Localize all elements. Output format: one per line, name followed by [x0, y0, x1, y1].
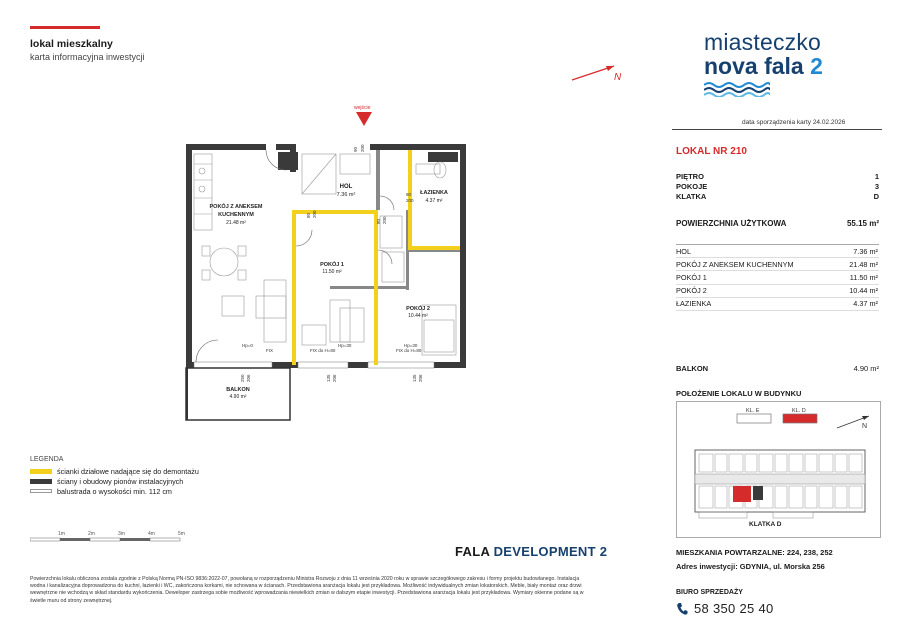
north-arrow-icon	[568, 58, 628, 84]
scale-label: 4m	[148, 531, 155, 537]
legend-text: ścianki działowe nadające się do demontażu	[57, 466, 199, 476]
floor-row	[676, 172, 879, 181]
north-label: N	[614, 72, 622, 83]
rooms-count-value: 3	[874, 182, 879, 191]
logo-name: nova fala	[704, 53, 804, 79]
dim-200: 200	[406, 198, 414, 203]
room-hol-area: 7.36 m²	[336, 192, 356, 198]
logo-line-2	[704, 54, 854, 78]
building-plan-graphic	[677, 402, 880, 537]
table-row	[676, 298, 879, 311]
room-area: 11.50 m²	[849, 272, 878, 282]
disclaimer-text: Powierzchnia lokalu obliczona zostala zgodnie z Polską Normą PN-ISO 9836:2022-07, powołaną w rozporządzeniu Ministra Rozwoju z dnia 11 września 2020 roku w sprawie szczegółowego zakresu i formy projektu budowlanego. Instalacja wodna i kanalizacyjna doprowadzona do kuchni, łazienki i WC, zakończona korkami, nie schowana w ścianach. Przedstawiona aranżacja lokalu jest przykładowa. Możliwość indywidualnych zmian lokatorskich. Meble, biały montaż oraz drzwi wewnętrzne nie wchodzą w skład standardu wykończenia. Deweloper zastrzega sobie możliwość wprowadzania niewielkich zmian w dalszym etapie inwestycji. Przedstawiona aranżacja lokalu jest przykładowa. Wymiary okienne podane są w świetle muru od strony zewnętrznej.	[30, 576, 584, 604]
window-dim: 206	[332, 374, 337, 382]
usable-area-label: POWIERZCHNIA UŻYTKOWA	[676, 219, 787, 228]
floor-label: PIĘTRO	[676, 172, 704, 181]
logo-number: 2	[810, 53, 823, 79]
room-kuchnia-area: 21.48 m²	[226, 220, 246, 226]
legend-swatch-grey	[30, 479, 52, 484]
dim-200: 200	[360, 144, 365, 152]
room-area: 7.36 m²	[853, 246, 878, 256]
room-kuchnia-label-2: KUCHENNYM	[218, 212, 254, 218]
logo-line-1: miasteczko	[704, 29, 822, 55]
developer-name-b: DEVELOPMENT 2	[493, 544, 608, 559]
scale-label: 2m	[88, 531, 95, 537]
furniture	[194, 154, 456, 355]
sales-office-label: BIURO SPRZEDAŻY	[676, 589, 743, 596]
usable-area-value: 55.15 m²	[846, 219, 879, 228]
dim-200: 200	[382, 216, 387, 224]
sales-phone[interactable]	[676, 601, 774, 616]
window-fix-h: FIX do H=80	[310, 348, 336, 353]
building-location-map	[676, 401, 881, 538]
room-name: POKÓJ 1	[676, 272, 707, 282]
legend-text: ściany i obudowy pionów instalacyjnych	[57, 476, 184, 486]
room-pokoj1-area: 11.50 m²	[322, 269, 342, 275]
floor-plan	[180, 100, 480, 430]
investment-address	[676, 562, 825, 571]
table-row	[676, 258, 879, 271]
room-hol-label: HOL	[339, 184, 353, 190]
window-dim: 135	[326, 374, 331, 382]
window-hp: Hp=30	[404, 343, 418, 348]
phone-number: 58 350 25 40	[694, 601, 774, 616]
window-fix: FIX	[266, 348, 274, 353]
table-row	[676, 285, 879, 298]
developer-name-a: FALA	[455, 544, 490, 559]
room-balkon-label: BALKON	[226, 387, 250, 393]
dim-80: 80	[406, 192, 412, 197]
rooms-count-label: POKOJE	[676, 182, 708, 191]
window-hp: Hp=30	[338, 343, 352, 348]
room-area: 21.48 m²	[849, 259, 878, 269]
scale-bar	[30, 530, 200, 544]
balcony-label: BALKON	[676, 364, 709, 373]
room-pokoj2-label: POKÓJ 2	[406, 306, 430, 312]
map-north-label: N	[862, 423, 868, 430]
entrance-label: wejście	[354, 105, 371, 111]
floor-value: 1	[874, 172, 879, 181]
document-subtitle: karta informacyjna inwestycji	[30, 52, 145, 62]
legend	[30, 466, 199, 496]
divider	[672, 129, 882, 130]
repeated-units: MIESZKANIA POWTARZALNE: 224, 238, 252	[676, 548, 833, 557]
entrance-arrow-icon	[356, 112, 372, 126]
room-area: 4.37 m²	[853, 299, 878, 309]
rooms-table	[676, 244, 879, 311]
legend-text: balustrada o wysokości min. 112 cm	[57, 486, 172, 496]
interior-walls	[330, 150, 460, 290]
unit-number: LOKAL NR 210	[676, 146, 747, 157]
document-title: lokal mieszkalny	[30, 38, 113, 50]
legend-item	[30, 486, 199, 496]
room-lazienka-area: 4.37 m²	[425, 198, 443, 204]
room-pokoj1-label: POKÓJ 1	[320, 262, 344, 268]
dim-200: 200	[312, 210, 317, 218]
legend-item	[30, 466, 199, 476]
table-row	[676, 245, 879, 258]
room-kuchnia-label: POKÓJ Z ANEKSEM	[209, 204, 263, 210]
window-dim: 206	[246, 374, 251, 382]
window-fix-h: FIX do H=80	[396, 348, 422, 353]
rooms-count-row	[676, 182, 879, 191]
scale-label: 5m	[178, 531, 185, 537]
waves-icon	[704, 81, 770, 97]
room-name: POKÓJ 2	[676, 286, 707, 296]
balcony-row	[676, 364, 879, 373]
window-dim: 250	[240, 374, 245, 382]
room-area: 10.44 m²	[849, 286, 878, 296]
unit-highlight	[733, 486, 751, 502]
kl-e-label: KL. E	[746, 408, 760, 414]
dim-80: 80	[306, 212, 311, 218]
phone-icon	[676, 602, 688, 616]
scale-label: 3m	[118, 531, 125, 537]
legend-swatch-yellow	[30, 469, 52, 474]
card-date: data sporządzenia karty 24.02.2026	[742, 119, 846, 126]
staircase-label: KLATKA	[676, 192, 707, 201]
room-name: POKÓJ Z ANEKSEM KUCHENNYM	[676, 259, 794, 269]
room-balkon-area: 4.90 m²	[229, 394, 247, 400]
legend-title: LEGENDA	[30, 456, 64, 463]
location-heading: POŁOŻENIE LOKALU W BUDYNKU	[676, 389, 802, 398]
address-value: GDYNIA, ul. Morska 256	[739, 562, 825, 571]
developer-logo	[455, 544, 607, 559]
window-dim: 206	[418, 374, 423, 382]
address-label: Adres inwestycji:	[676, 562, 738, 571]
balcony-value: 4.90 m²	[853, 364, 879, 373]
staircase-row	[676, 192, 879, 201]
window-hp: Hp=0	[242, 343, 253, 348]
room-lazienka-label: ŁAZIENKA	[420, 190, 448, 196]
usable-area-row	[676, 219, 879, 228]
klatka-label: KLATKA D	[749, 521, 782, 528]
brand-logo	[704, 30, 854, 102]
window-dim: 135	[412, 374, 417, 382]
table-row	[676, 271, 879, 284]
dim-80: 80	[376, 218, 381, 224]
staircase-value: D	[873, 192, 879, 201]
dim-90: 90	[353, 146, 358, 152]
legend-item	[30, 476, 199, 486]
room-name: ŁAZIENKA	[676, 299, 712, 309]
header-accent-bar	[30, 26, 100, 29]
kl-d-label: KL. D	[792, 408, 806, 414]
scale-label: 1m	[58, 531, 65, 537]
room-name: HOL	[676, 246, 692, 256]
legend-swatch-balustrade	[30, 489, 52, 493]
room-pokoj2-area: 10.44 m²	[408, 313, 428, 319]
